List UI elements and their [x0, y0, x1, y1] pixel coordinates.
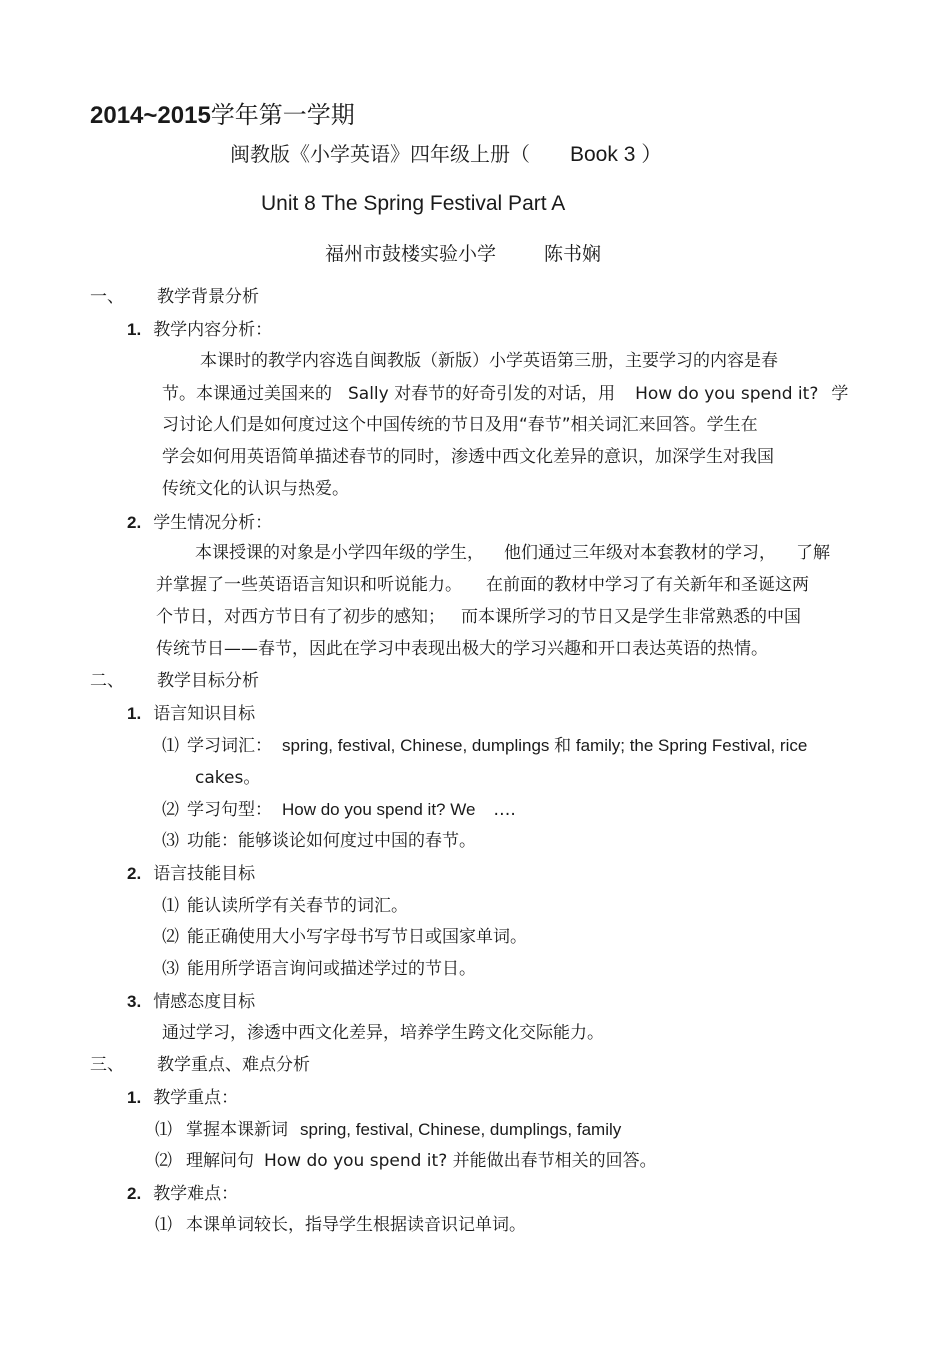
school-name: 福州市鼓楼实验小学 — [325, 243, 497, 265]
s2-g2-item-3-text: 能用所学语言询问或描述学过的节日。 — [187, 959, 476, 979]
s1-p1-line-2c: How do you spend it? — [635, 384, 819, 404]
s1-p2-line-1a: 本课授课的对象是小学四年级的学生， — [195, 543, 484, 563]
s1-p2-line-2a: 并掌握了一些英语语言知识和听说能力。 — [156, 575, 462, 595]
s2-g1-item-1-text: spring, festival, Chinese, dumplings 和 family; the Spring Festival, rice — [282, 736, 808, 755]
title-year: 2014~2015 — [90, 102, 211, 129]
s2-g2-item-2 — [162, 926, 527, 948]
s3-key-2-num: 2. — [127, 1184, 142, 1203]
s1-item-2-title: 学生情况分析： — [153, 513, 273, 533]
section-1-num: 一、 — [90, 287, 124, 307]
s2-g2-item-3 — [162, 958, 476, 980]
s2-g2-item-2-text: 能正确使用大小写字母书写节日或国家单词。 — [187, 927, 527, 947]
s2-goal-1-heading — [127, 703, 255, 725]
s2-g1-item-2-label: 学习句型： — [187, 800, 272, 820]
s2-g1-item-1-cont: cakes。 — [195, 768, 261, 788]
s3-k2-item-1-text: 本课单词较长，指导学生根据读音识记单词。 — [186, 1215, 526, 1235]
s3-k2-item-1-num: ⑴ — [155, 1215, 172, 1235]
s2-goal-1-title: 语言知识目标 — [153, 704, 256, 724]
section-1-heading — [90, 286, 259, 308]
s3-key-2-heading — [127, 1183, 238, 1205]
s3-k2-item-1 — [155, 1214, 526, 1236]
s3-k1-item-2-label: 理解问句 — [186, 1151, 254, 1171]
s1-p2-line-2b: 在前面的教材中学习了有关新年和圣诞这两 — [486, 575, 809, 595]
section-2-num: 二、 — [90, 671, 124, 691]
book-cn: 闽教版《小学英语》四年级上册（ — [230, 142, 530, 166]
s3-k1-item-2 — [155, 1150, 657, 1172]
s3-k1-item-1-num: ⑴ — [155, 1120, 172, 1140]
s1-p1-line-2b: Sally 对春节的好奇引发的对话，用 — [348, 384, 616, 404]
s1-p1-line-2 — [162, 383, 848, 405]
section-2-title: 教学目标分析 — [157, 671, 259, 691]
s3-k1-item-1-text: spring, festival, Chinese, dumplings, family — [300, 1120, 622, 1139]
book-en: Book 3 ） — [570, 143, 663, 166]
section-3-title: 教学重点、难点分析 — [157, 1055, 310, 1075]
s2-goal-2-title: 语言技能目标 — [153, 864, 256, 884]
s2-goal-3-heading — [127, 991, 255, 1013]
s2-g3-text: 通过学习，渗透中西文化差异，培养学生跨文化交际能力。 — [162, 1023, 604, 1043]
s2-g2-item-2-num: ⑵ — [162, 927, 179, 947]
author-name: 陈书娴 — [544, 243, 602, 265]
s2-goal-2-num: 2. — [127, 864, 142, 883]
section-3-num: 三、 — [90, 1055, 124, 1075]
s1-p2-line-2 — [156, 574, 809, 596]
s3-key-1-heading — [127, 1087, 238, 1109]
s3-k1-item-2-text: How do you spend it? 并能做出春节相关的回答。 — [264, 1151, 657, 1171]
s1-item-1-title: 教学内容分析： — [153, 320, 273, 340]
s2-g1-item-2-tail: …. — [493, 800, 516, 820]
section-1-title: 教学背景分析 — [157, 287, 259, 307]
s1-p2-line-1b: 他们通过三年级对本套教材的学习， — [504, 543, 776, 563]
s1-item-2-heading — [127, 512, 272, 534]
s2-g2-item-1-text: 能认读所学有关春节的词汇。 — [187, 896, 408, 916]
s2-g1-item-3 — [162, 830, 476, 852]
s1-p1-line-2a: 节。本课通过美国来的 — [162, 384, 332, 404]
title-term: 学年第一学期 — [210, 101, 355, 129]
s2-g1-item-1-num: ⑴ — [162, 736, 179, 756]
author-line — [325, 241, 601, 267]
s1-item-1-heading — [127, 319, 272, 341]
s2-g2-item-1-num: ⑴ — [162, 896, 179, 916]
unit-title: Unit 8 The Spring Festival Part A — [261, 192, 566, 215]
s1-p1-line-2d: 学 — [831, 384, 849, 404]
section-2-heading — [90, 670, 259, 692]
s1-p2-line-3 — [156, 606, 801, 628]
s2-goal-3-title: 情感态度目标 — [153, 992, 256, 1012]
s1-p1-line-3: 习讨论人们是如何度过这个中国传统的节日及用“春节”相关词汇来回答。学生在 — [162, 415, 758, 435]
s2-goal-3-num: 3. — [127, 992, 142, 1011]
s3-key-1-title: 教学重点： — [153, 1088, 239, 1108]
s2-g1-item-2-num: ⑵ — [162, 800, 179, 820]
s1-item-1-num: 1. — [127, 320, 142, 339]
s3-k1-item-1-label: 掌握本课新词 — [186, 1120, 288, 1140]
s2-g1-item-2 — [162, 799, 516, 821]
s3-k1-item-1 — [155, 1119, 621, 1141]
s3-key-2-title: 教学难点： — [153, 1184, 239, 1204]
s1-p2-line-1 — [195, 542, 830, 564]
s2-g2-item-1 — [162, 895, 408, 917]
s2-g2-item-3-num: ⑶ — [162, 959, 179, 979]
s2-goal-1-num: 1. — [127, 704, 142, 723]
s1-p1-line-1: 本课时的教学内容选自闽教版（新版）小学英语第三册，主要学习的内容是春 — [200, 351, 778, 371]
section-3-heading — [90, 1054, 310, 1076]
s2-goal-2-heading — [127, 863, 255, 885]
book-line — [230, 140, 662, 169]
s1-p2-line-3b: 而本课所学习的节日又是学生非常熟悉的中国 — [461, 607, 801, 627]
s3-key-1-num: 1. — [127, 1088, 142, 1107]
s2-g1-item-2-text: How do you spend it? We — [282, 800, 476, 819]
s2-g1-item-1-label: 学习词汇： — [187, 736, 272, 756]
s3-k1-item-2-num: ⑵ — [155, 1151, 172, 1171]
s2-g1-item-3-text: 功能：能够谈论如何度过中国的春节。 — [187, 831, 476, 851]
s1-p1-line-5: 传统文化的认识与热爱。 — [162, 479, 349, 499]
s2-g1-item-3-num: ⑶ — [162, 831, 179, 851]
s1-p2-line-4: 传统节日——春节，因此在学习中表现出极大的学习兴趣和开口表达英语的热情。 — [156, 639, 768, 659]
s1-p2-line-1c: 了解 — [796, 543, 830, 563]
doc-title — [90, 100, 355, 131]
s1-p2-line-3a: 个节日，对西方节日有了初步的感知； — [156, 607, 445, 627]
s2-g1-item-1 — [162, 735, 807, 757]
s1-p1-line-4: 学会如何用英语简单描述春节的同时，渗透中西文化差异的意识，加深学生对我国 — [162, 447, 774, 467]
s1-item-2-num: 2. — [127, 513, 142, 532]
